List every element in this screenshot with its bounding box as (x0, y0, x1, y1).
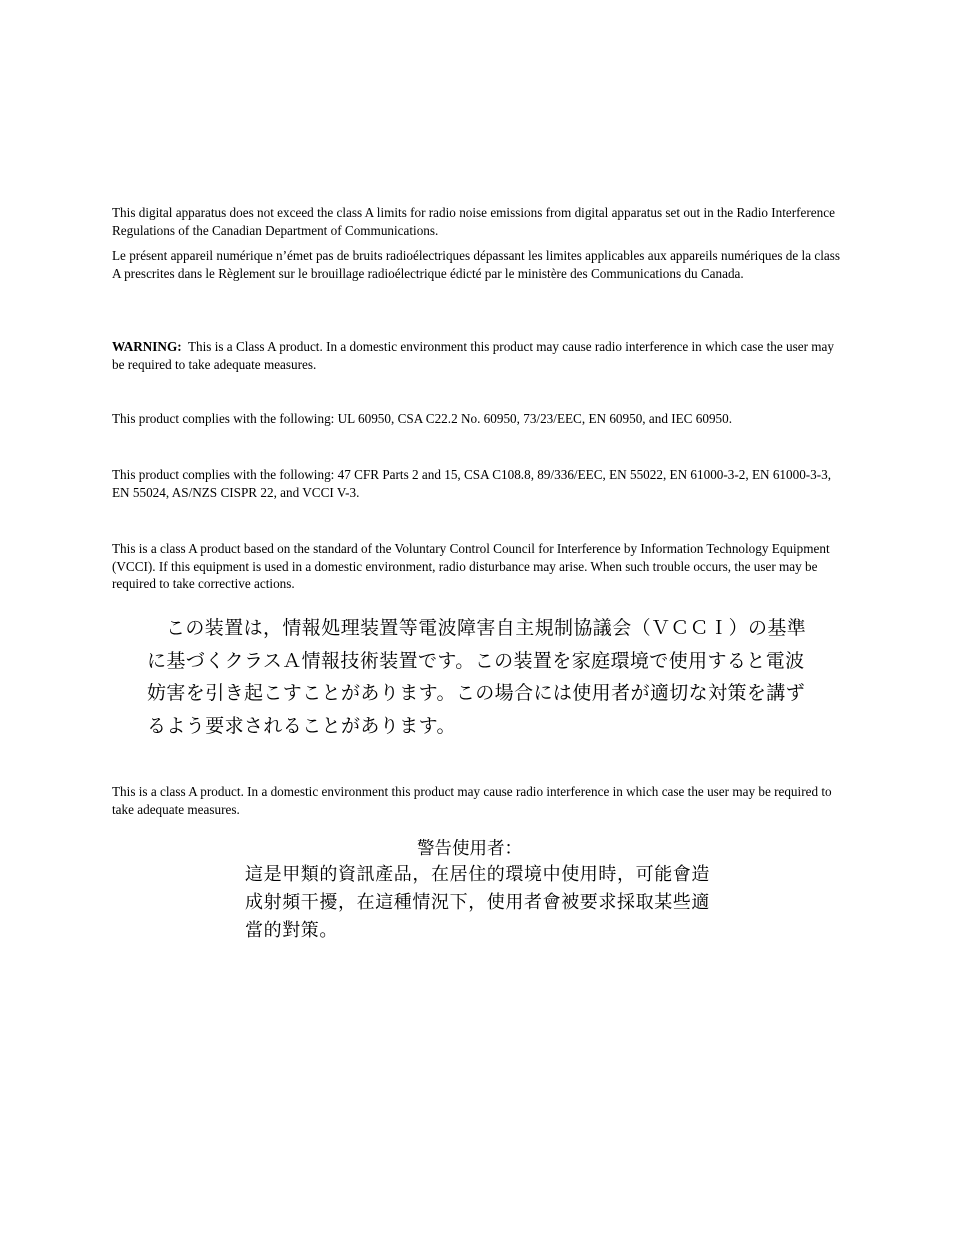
bsmi-chinese-notice: 這是甲類的資訊產品，在居住的環境中使用時，可能會造成射頻干擾，在這種情況下，使用者會被要求採取某些適當的對策。 (245, 864, 710, 941)
warning-label: WARNING: (112, 339, 182, 354)
warning-text: This is a Class A product. In a domestic environment this product may cause radio interference in which case the user may be required to take adequate measures. (112, 339, 834, 372)
canada-english-notice: This digital apparatus does not exceed the class A limits for radio noise emissions from digital apparatus set out in the Radio Interference Regulations of the Canadian Department of Communications. (112, 205, 835, 238)
bsmi-english-notice: This is a class A product. In a domestic environment this product may cause radio interference in which case the user may be required to take adequate measures. (112, 784, 832, 817)
safety-compliance-statement: This product complies with the following: UL 60950, CSA C22.2 No. 60950, 73/23/EEC, EN 60950, and IEC 60950. (112, 411, 733, 426)
bsmi-chinese-title: 警告使用者： (417, 839, 522, 859)
emc-compliance-statement: This product complies with the following: 47 CFR Parts 2 and 15, CSA C108.8, 89/336/EEC, EN 55022, EN 61000-3-2, EN 61000-3-3, EN 55024, AS/NZS CISPR 22, and VCCI V-3. (112, 467, 832, 500)
class-a-warning (112, 338, 842, 373)
vcci-english-notice: This is a class A product based on the standard of the Voluntary Control Council for Interference by Information Technology Equipment (VCCI). If this equipment is used in a domestic environment, radio disturbance may arise. When such trouble occurs, the user may be required to take corrective actions. (112, 541, 830, 591)
vcci-japanese-notice: この装置は，情報処理装置等電波障害自主規制協議会（ＶＣＣＩ）の基準に基づくクラスＡ情報技術装置です。この装置を家庭環境で使用すると電波妨害を引き起こすことがあります。この場合には使用者が適切な対策を講ずるよう要求されることがあります。 (147, 617, 807, 737)
canada-french-notice: Le présent appareil numérique n’émet pas de bruits radioélectriques dépassant les limites applicables aux appareils numériques de la class A prescrites dans le Règlement sur le brouillage radioélectrique édicté par le ministère des Communications du Canada. (112, 248, 840, 281)
